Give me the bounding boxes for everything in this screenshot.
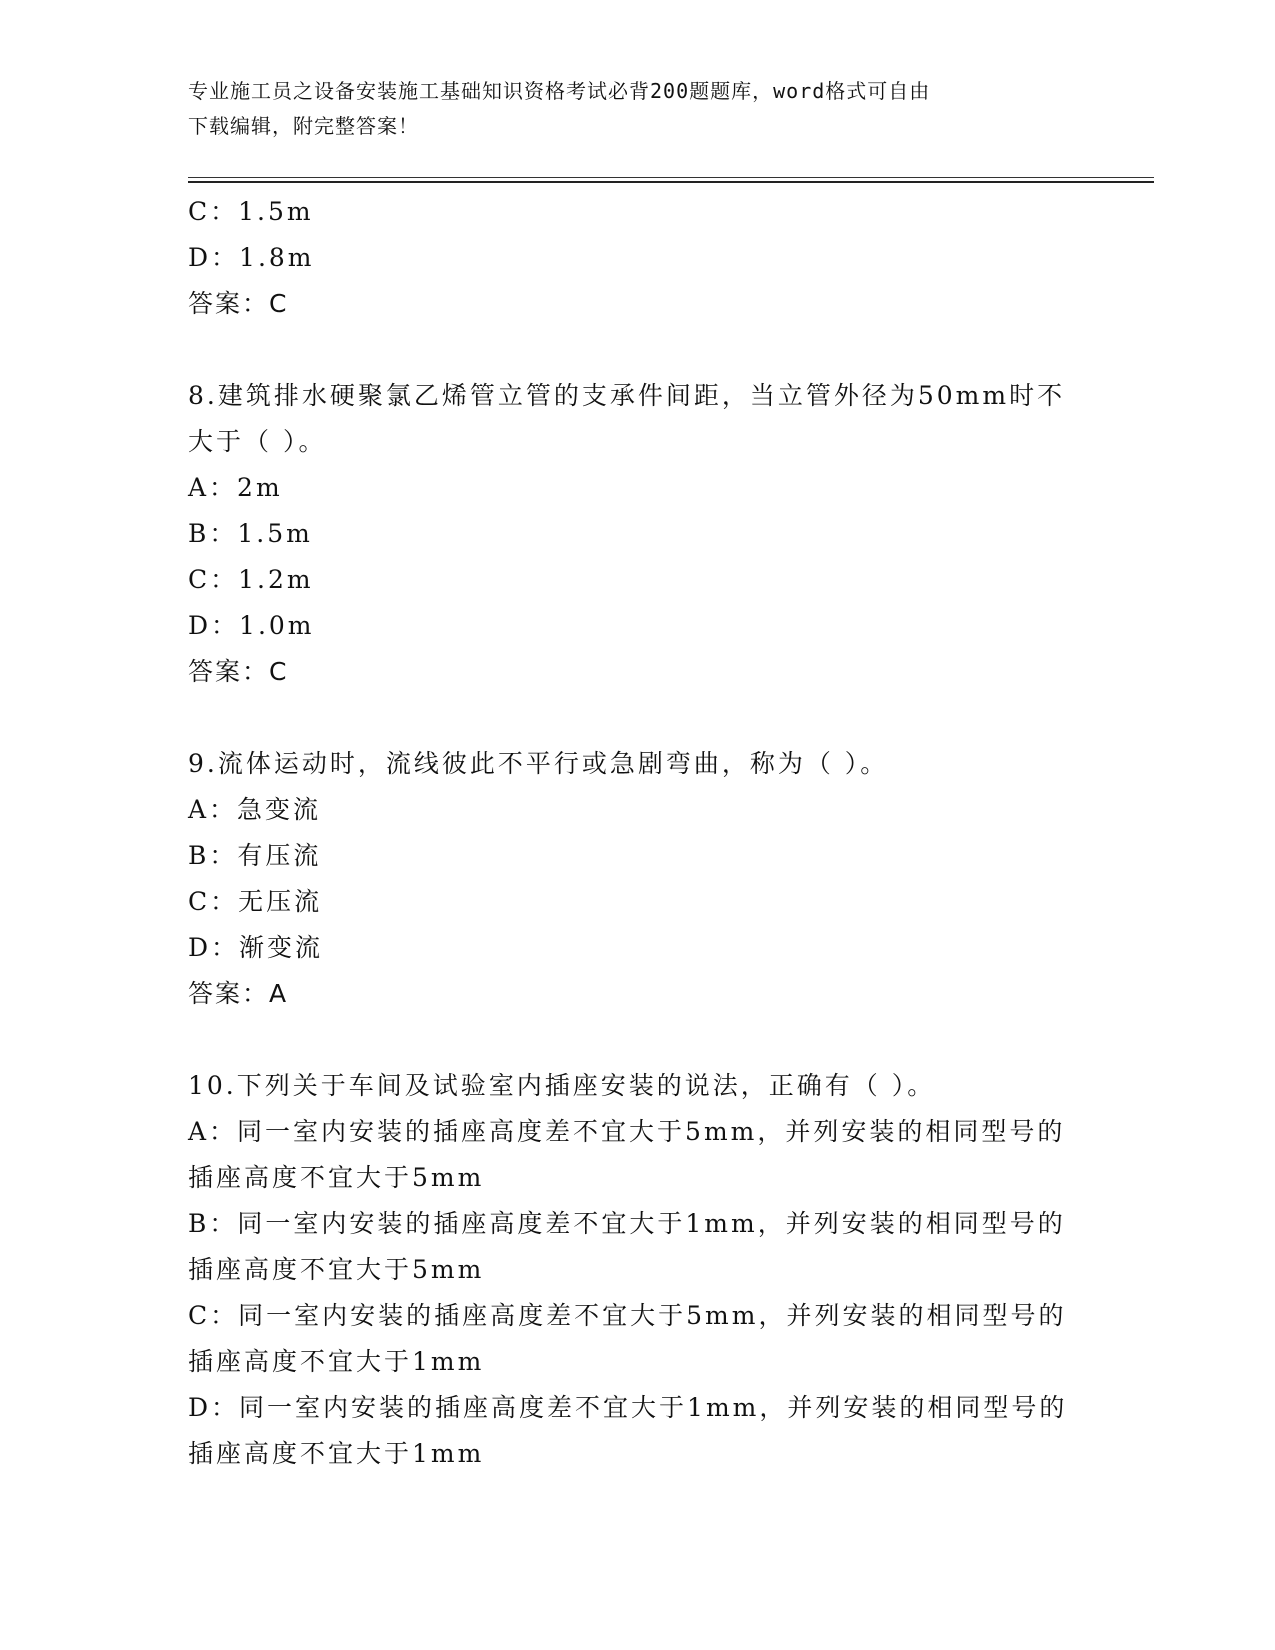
option-c-line-2: 插座高度不宜大于1mm <box>188 1347 485 1376</box>
answer-label: 答案：C <box>188 289 289 318</box>
option-b-line-2: 插座高度不宜大于5mm <box>188 1255 485 1284</box>
header-divider-thin <box>188 177 1154 178</box>
question-stem: 8.建筑排水硬聚氯乙烯管立管的支承件间距，当立管外径为50mm时不 <box>188 381 1066 410</box>
option-a <box>188 1109 1088 1201</box>
question-8 <box>188 373 1088 695</box>
option-d-line-2: 插座高度不宜大于1mm <box>188 1439 485 1468</box>
option-a-line-2: 插座高度不宜大于5mm <box>188 1163 485 1192</box>
header-title-line-1: 专业施工员之设备安装施工基础知识资格考试必背200题题库，word格式可自由 <box>188 79 931 103</box>
question-9 <box>188 741 1088 1017</box>
answer-label: 答案：A <box>188 979 289 1008</box>
option-d <box>188 1385 1088 1477</box>
option-d: D：1.8m <box>188 243 315 272</box>
option-a: A：2m <box>188 473 283 502</box>
option-d: D：1.0m <box>188 611 315 640</box>
option-b <box>188 1201 1088 1293</box>
answer-label: 答案：C <box>188 657 289 686</box>
option-c-line-1: C：同一室内安装的插座高度差不宜大于5mm，并列安装的相同型号的 <box>188 1301 1067 1330</box>
option-a: A：急变流 <box>188 795 322 824</box>
option-c: C：无压流 <box>188 887 323 916</box>
question-7 <box>188 189 1088 327</box>
option-b: B：1.5m <box>188 519 313 548</box>
question-stem-continued: 大于（ ）。 <box>188 427 327 456</box>
page-header <box>188 74 1068 144</box>
question-10 <box>188 1063 1088 1477</box>
option-b: B：有压流 <box>188 841 322 870</box>
header-title-line-2: 下载编辑，附完整答案！ <box>188 114 419 138</box>
option-a-line-1: A：同一室内安装的插座高度差不宜大于5mm，并列安装的相同型号的 <box>188 1117 1066 1146</box>
option-c: C：1.2m <box>188 565 314 594</box>
option-d: D：渐变流 <box>188 933 324 962</box>
option-b-line-1: B：同一室内安装的插座高度差不宜大于1mm，并列安装的相同型号的 <box>188 1209 1066 1238</box>
option-c <box>188 1293 1088 1385</box>
question-stem: 9.流体运动时，流线彼此不平行或急剧弯曲，称为（ ）。 <box>188 749 889 778</box>
question-list <box>188 189 1088 1477</box>
option-d-line-1: D：同一室内安装的插座高度差不宜大于1mm，并列安装的相同型号的 <box>188 1393 1068 1422</box>
question-stem: 10.下列关于车间及试验室内插座安装的说法，正确有（ ）。 <box>188 1071 936 1100</box>
option-c: C：1.5m <box>188 197 314 226</box>
header-divider-thick <box>188 181 1154 183</box>
